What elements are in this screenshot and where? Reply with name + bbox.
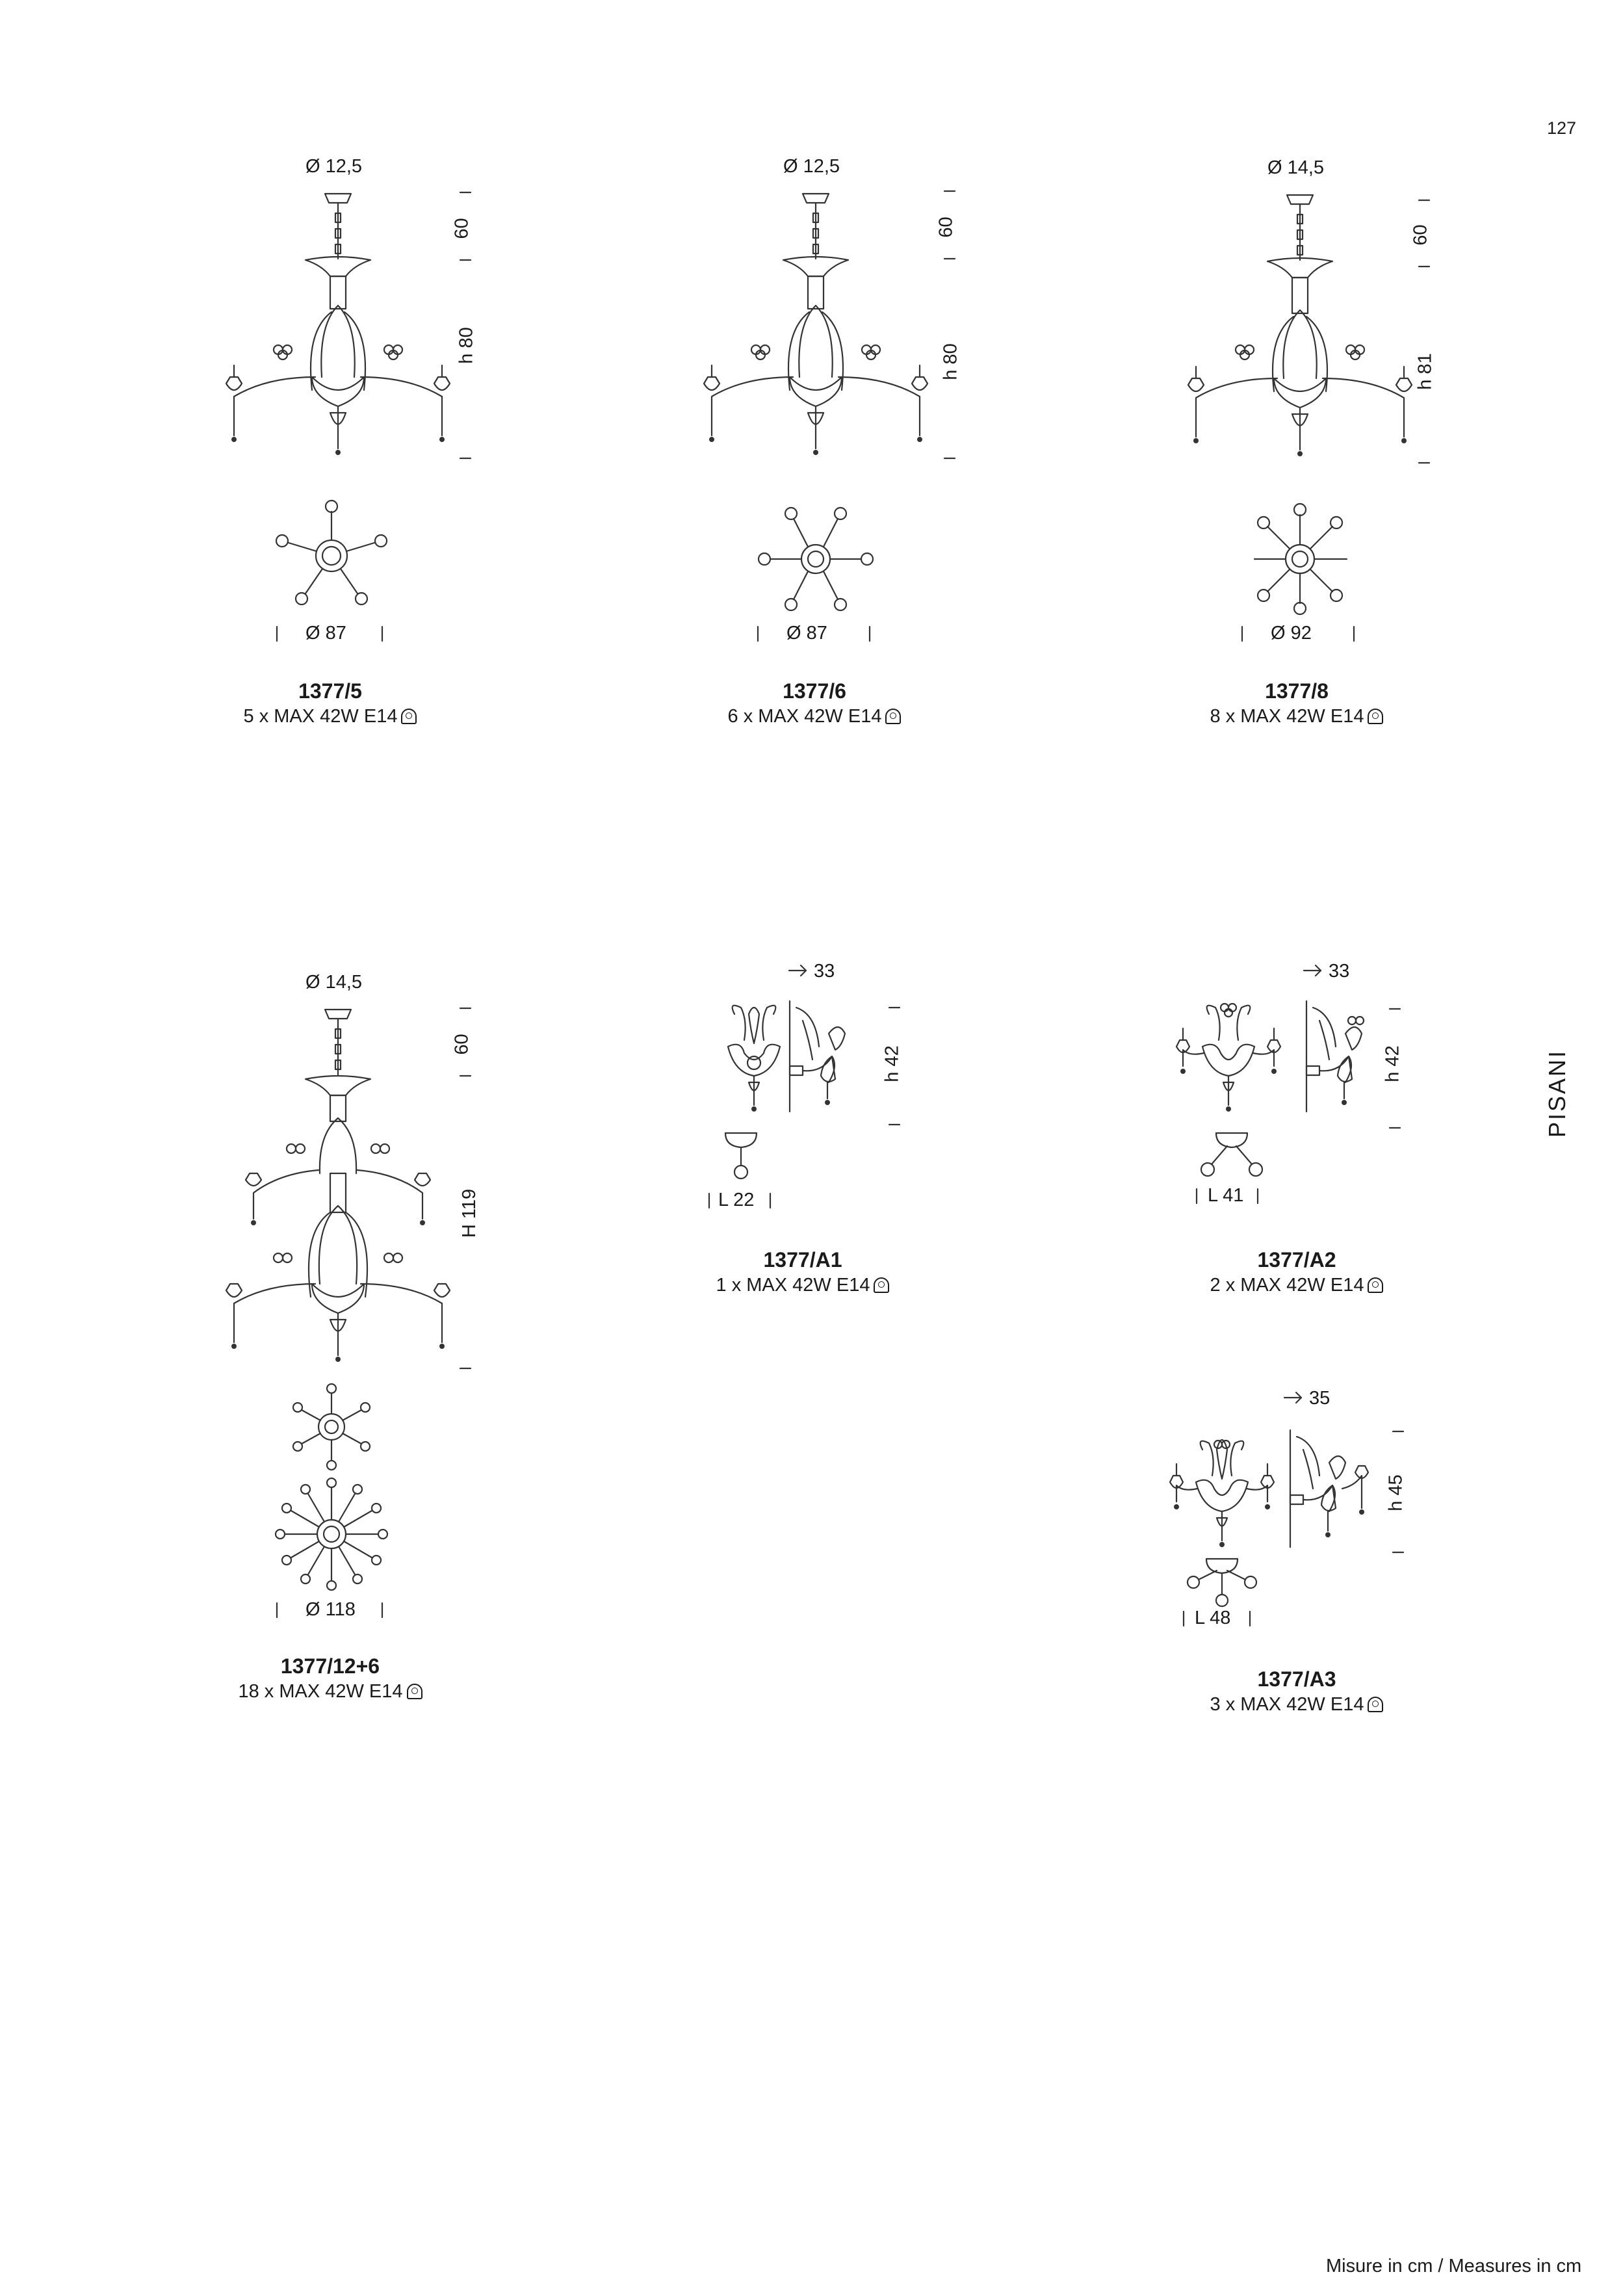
bulb-icon [1368, 1697, 1383, 1712]
height-label: h 42 [1382, 1045, 1403, 1082]
chain-length-label: 60 [935, 216, 957, 238]
wall-lamp-side-drawing [1284, 1424, 1381, 1567]
width-label: L 41 [1208, 1185, 1244, 1206]
height-label: h 81 [1414, 353, 1436, 390]
chandelier-plan-drawing [751, 501, 881, 618]
bulb-icon [401, 709, 417, 724]
canopy-diameter-label: Ø 14,5 [305, 972, 363, 993]
arrow-right-icon [1282, 1388, 1305, 1407]
spec-text: 18 x MAX 42W E14 [238, 1681, 403, 1702]
product-code: 1377/12+6 [280, 1654, 380, 1678]
height-label: H 119 [459, 1188, 480, 1238]
chain-length-label: 60 [451, 218, 473, 239]
chandelier-elevation-drawing [208, 998, 468, 1375]
spec-text: 5 x MAX 42W E14 [243, 706, 398, 727]
chandelier-plan-drawing [266, 497, 396, 614]
chandelier-plan-drawing [1235, 501, 1365, 618]
product-code: 1377/8 [1265, 679, 1329, 703]
chandelier-elevation-drawing [686, 182, 946, 468]
wall-lamp-side-drawing [1300, 995, 1384, 1125]
wall-lamp-front-drawing [1163, 995, 1293, 1125]
product-spec [647, 1275, 959, 1296]
arrow-right-icon [786, 961, 810, 980]
product-code: 1377/5 [298, 679, 362, 703]
width-label: Ø 87 [786, 623, 827, 644]
chandelier-elevation-drawing [208, 182, 468, 468]
lower-tier-plan-drawing [273, 1476, 390, 1593]
height-label: h 42 [881, 1045, 903, 1082]
spec-text: 1 x MAX 42W E14 [716, 1275, 870, 1296]
product-spec [1141, 706, 1453, 727]
bulb-icon [1368, 1277, 1383, 1293]
wall-lamp-plan-drawing [1183, 1554, 1261, 1612]
width-label: L 22 [718, 1190, 755, 1210]
product-spec [174, 706, 486, 727]
bulb-icon [407, 1684, 422, 1699]
canopy-diameter-label: Ø 12,5 [783, 156, 840, 177]
width-label: Ø 87 [305, 623, 346, 644]
product-code: 1377/A1 [763, 1248, 842, 1272]
wall-lamp-side-drawing [783, 995, 868, 1125]
chain-length-label: 60 [1410, 224, 1431, 246]
canopy-diameter-label: Ø 12,5 [305, 156, 363, 177]
measures-note: Misure in cm / Measures in cm [1326, 2256, 1582, 2276]
width-label: L 48 [1195, 1608, 1231, 1628]
product-code: 1377/6 [783, 679, 846, 703]
product-spec [1141, 1694, 1453, 1715]
depth-label: 33 [814, 961, 835, 982]
height-label: h 80 [456, 327, 477, 364]
bulb-icon [1368, 709, 1383, 724]
width-label: Ø 118 [305, 1599, 356, 1620]
spec-text: 8 x MAX 42W E14 [1210, 706, 1364, 727]
product-code: 1377/A2 [1257, 1248, 1336, 1272]
height-label: h 80 [940, 343, 961, 380]
wall-lamp-plan-drawing [1196, 1128, 1267, 1186]
spec-text: 6 x MAX 42W E14 [727, 706, 882, 727]
arrow-right-icon [1301, 961, 1325, 980]
depth-label: 35 [1309, 1388, 1331, 1409]
depth-label: 33 [1329, 961, 1350, 982]
bulb-icon [874, 1277, 889, 1293]
canopy-diameter-label: Ø 14,5 [1267, 157, 1325, 178]
section-title: PISANI [1544, 1049, 1570, 1138]
width-label: Ø 92 [1271, 623, 1312, 644]
height-label: h 45 [1385, 1474, 1407, 1511]
upper-tier-plan-drawing [286, 1381, 377, 1472]
spec-text: 2 x MAX 42W E14 [1210, 1275, 1364, 1296]
page-number: 127 [1547, 118, 1577, 138]
product-spec [658, 706, 970, 727]
chain-length-label: 60 [451, 1034, 473, 1055]
bulb-icon [885, 709, 901, 724]
product-spec [1141, 1275, 1453, 1296]
spec-text: 3 x MAX 42W E14 [1210, 1694, 1364, 1715]
product-spec [174, 1681, 486, 1702]
wall-lamp-plan-drawing [715, 1128, 767, 1186]
product-code: 1377/A3 [1257, 1667, 1336, 1691]
chandelier-elevation-drawing [1170, 183, 1430, 469]
wall-lamp-front-drawing [1157, 1424, 1287, 1567]
